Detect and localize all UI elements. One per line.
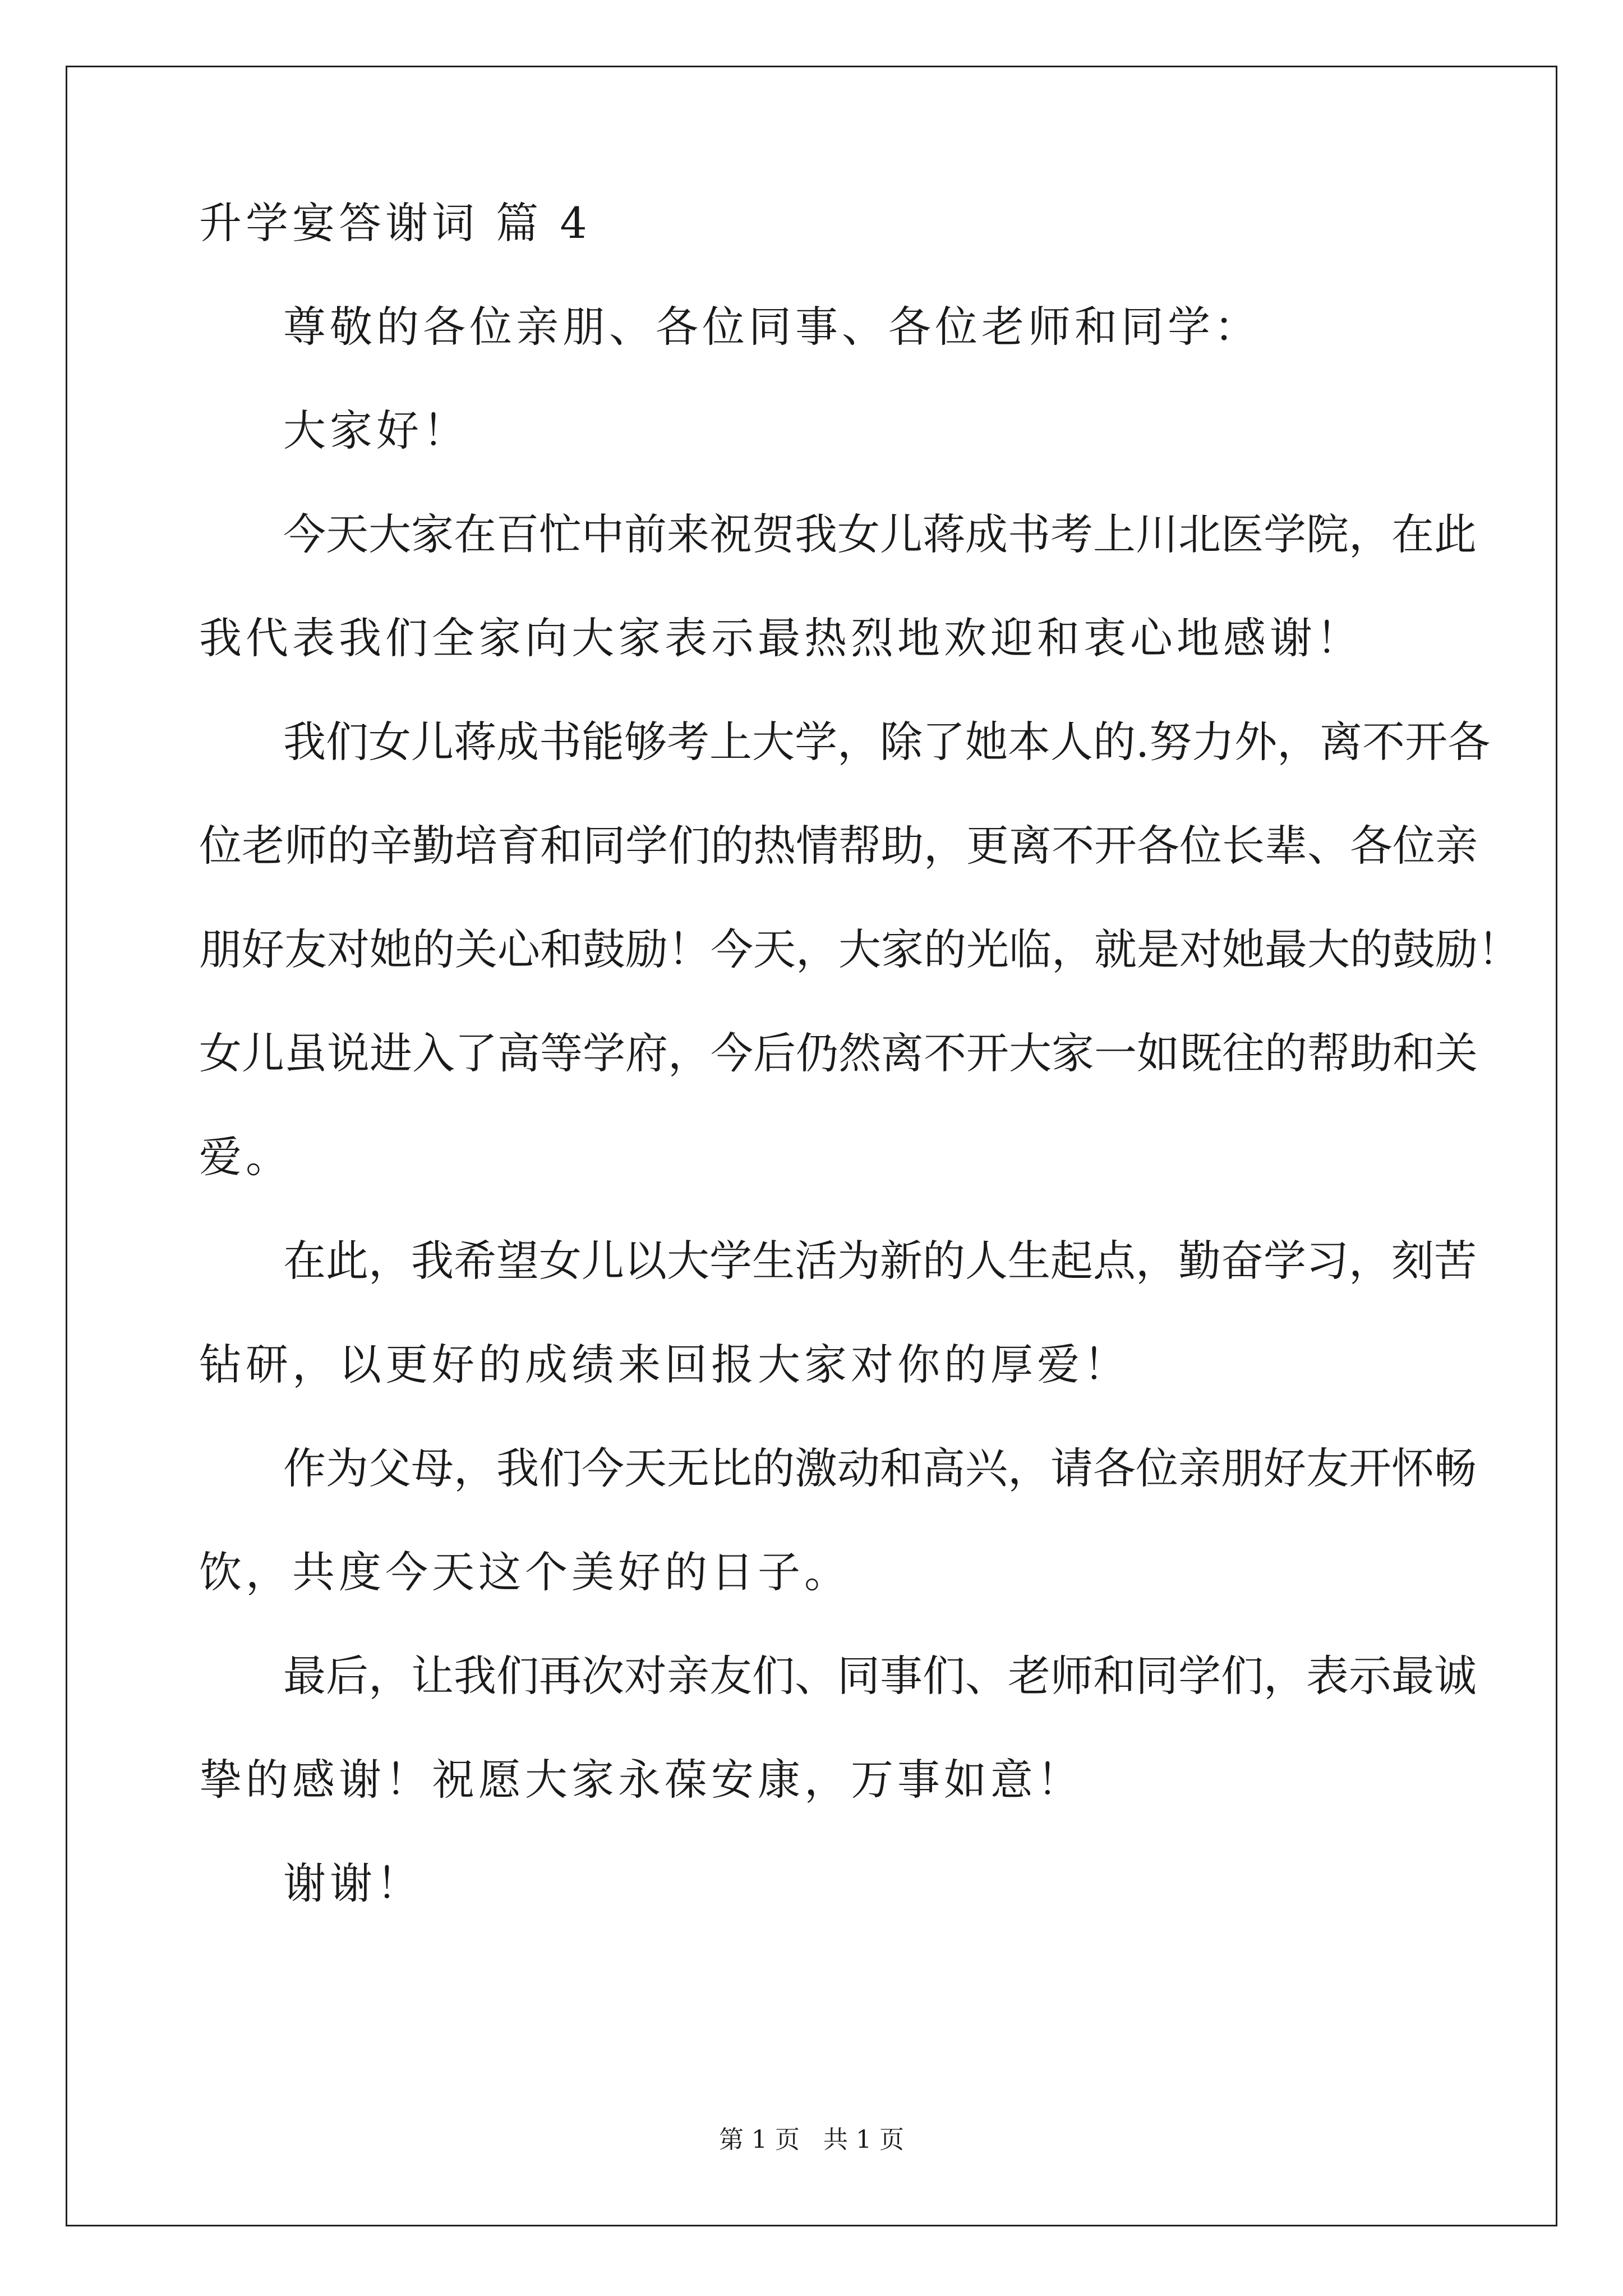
document-title: 升学宴答谢词 篇 4 [199, 198, 591, 248]
salutation-line: 尊敬的各位亲朋、各位同事、各位老师和同学： [283, 302, 1261, 352]
paragraph-3-line-2: 钻研，以更好的成绩来回报大家对你的厚爱！ [199, 1340, 1130, 1389]
paragraph-3-line-1: 在此，我希望女儿以大学生活为新的人生起点，勤奋学习，刻苦 [283, 1236, 1477, 1286]
paragraph-1-line-1: 今天大家在百忙中前来祝贺我女儿蒋成书考上川北医学院，在此 [283, 509, 1477, 559]
paragraph-2-line-3: 朋好友对她的关心和鼓励！今天，大家的光临，就是对她最大的鼓励！ [199, 924, 1520, 974]
paragraph-1-line-2: 我代表我们全家向大家表示最热烈地欢迎和衷心地感谢！ [199, 613, 1363, 663]
paragraph-2-line-5: 爱。 [199, 1132, 292, 1182]
paragraph-4-line-2: 饮，共度今天这个美好的日子。 [199, 1547, 851, 1597]
paragraph-2-line-1: 我们女儿蒋成书能够考上大学，除了她本人的.努力外，离不开各 [283, 717, 1491, 767]
paragraph-4-line-1: 作为父母，我们今天无比的激动和高兴，请各位亲朋好友开怀畅 [283, 1443, 1477, 1493]
paragraph-2-line-2: 位老师的辛勤培育和同学们的热情帮助，更离不开各位长辈、各位亲 [199, 821, 1478, 871]
paragraph-2-line-4: 女儿虽说进入了高等学府，今后仍然离不开大家一如既往的帮助和关 [199, 1028, 1478, 1078]
paragraph-5-line-1: 最后，让我们再次对亲友们、同事们、老师和同学们，表示最诚 [283, 1651, 1477, 1701]
paragraph-5-line-2: 挚的感谢！祝愿大家永葆安康，万事如意！ [199, 1755, 1083, 1805]
closing-line: 谢谢！ [283, 1858, 423, 1908]
page-number-footer: 第 1 页 共 1 页 [719, 2125, 904, 2154]
greeting-line: 大家好！ [283, 406, 469, 455]
